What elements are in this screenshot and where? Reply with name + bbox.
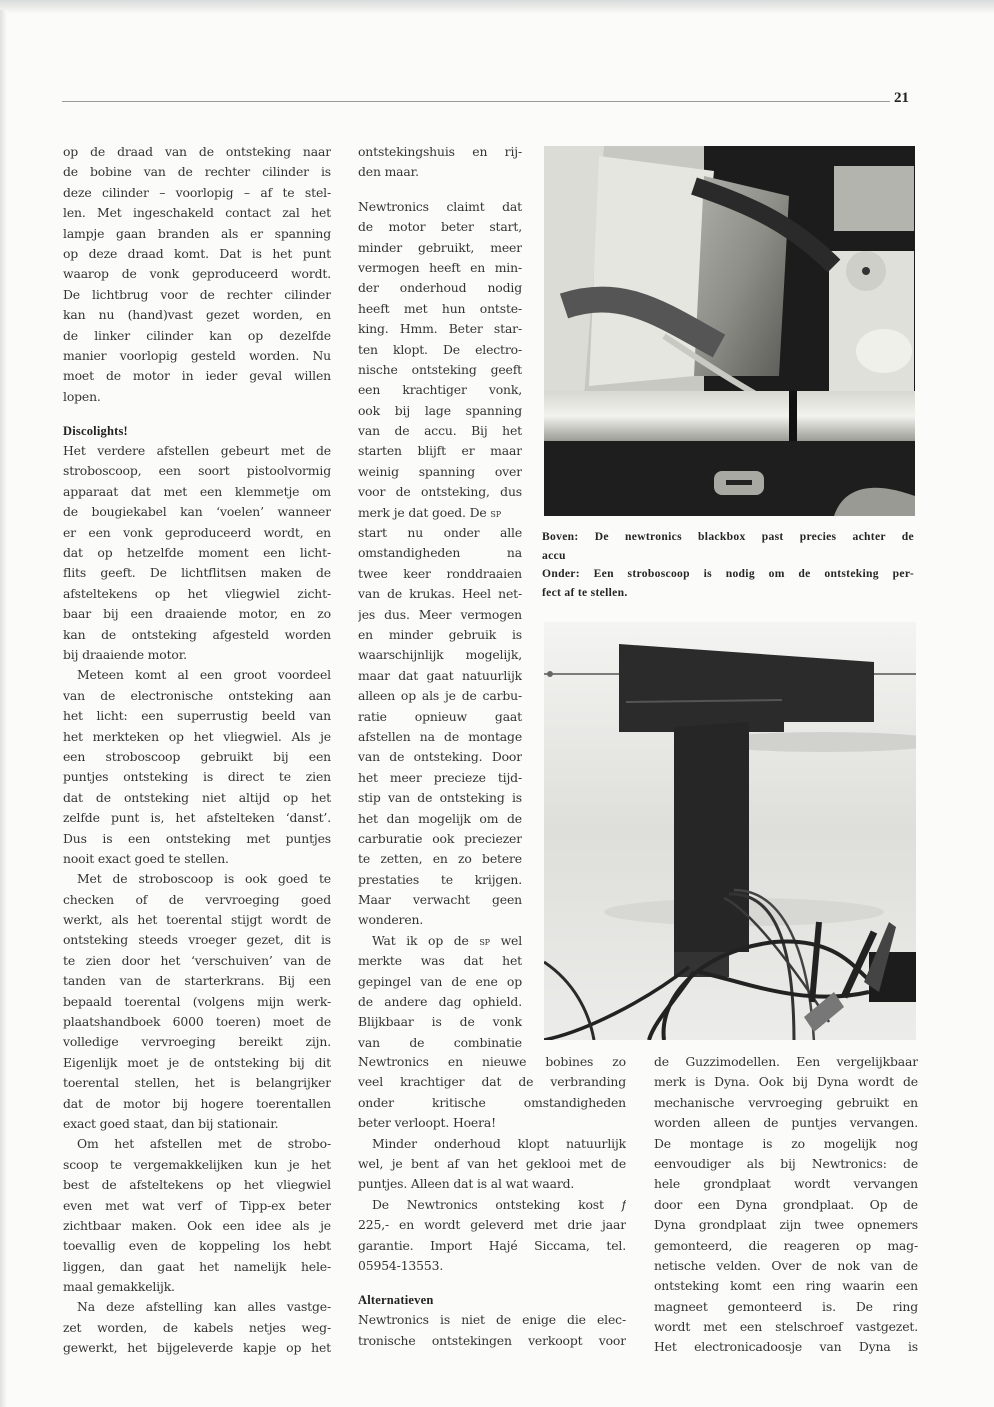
text-line: zichtbaar maken. Ook een idee als je: [63, 1217, 331, 1233]
line-sp-a: merk je dat goed. De sp: [358, 504, 501, 520]
text-line: en minder gebruik is: [358, 626, 522, 642]
text-line: het licht: een superrustig beeld van: [63, 708, 331, 724]
photo-caption: [542, 528, 914, 602]
text-line: waarop de vonk geproduceerd wordt.: [63, 266, 331, 282]
left-paragraph-1: [63, 142, 331, 407]
text-line: vermogen heeft en min-: [358, 259, 522, 275]
text-line: maal gemakkelijk.: [63, 1279, 175, 1295]
text-line: Maar verwacht geen: [358, 892, 522, 908]
middle-paragraph-4: [358, 1134, 626, 1195]
header-rule: [62, 101, 890, 102]
text-line: nooit exact goed te stellen.: [63, 850, 229, 866]
text-line: te zetten, en zo betere: [358, 851, 522, 867]
text-line: Na deze afstelling kan alles vastge-: [77, 1299, 331, 1315]
text-line: apparaat dat met een klemmetje om: [63, 483, 331, 499]
text-line: Minder onderhoud klopt natuurlijk: [372, 1135, 626, 1151]
text-line: Dus is een ontsteking met puntjes: [63, 830, 331, 846]
text-line: best de afsteltekens op het vliegwiel: [63, 1177, 331, 1193]
text-line: dat de ontsteking niet altijd op het: [63, 789, 331, 805]
text-line: checken of de vervroeging goed: [63, 891, 331, 907]
text-line: heeft met hun ontste-: [358, 300, 522, 316]
text-line: scoop te vergemakkelijken kun je het: [63, 1156, 331, 1172]
text-line: door een Dyna grondplaat. Op de: [654, 1196, 918, 1212]
text-line: start nu onder alle: [358, 525, 522, 541]
text-line: Blijkbaar is de vonk: [358, 1014, 522, 1030]
text-line: baar bij een draaiende motor, en zo: [63, 606, 331, 622]
text-line: een krachtiger vonk,: [358, 382, 522, 398]
text-line: wel, je bent af van het geklooi met de: [358, 1155, 626, 1171]
middle-paragraph-3-continued: [358, 1052, 626, 1134]
text-line: tanden van de starterkrans. Bij een: [63, 973, 331, 989]
text-line: Om het afstellen met de strobo-: [77, 1136, 331, 1152]
text-line: De lichtbrug voor de rechter cilinder: [63, 286, 331, 302]
text-line: gemonteerd, die reageren op mag-: [654, 1237, 918, 1253]
text-line: Dyna grondplaat zijn twee opnemers: [654, 1217, 918, 1233]
text-line: de Guzzimodellen. Een vergelijkbaar: [654, 1054, 918, 1069]
text-line: Eigenlijk moet je de ontsteking bij dit: [63, 1054, 331, 1070]
text-line: tronische ontstekingen verkoopt voor: [358, 1332, 626, 1348]
scan-edge-top: [0, 0, 994, 14]
text-line: wordt met een stelschroef vastgezet.: [654, 1319, 918, 1335]
text-line: netische velden. Over de nok van de: [654, 1257, 918, 1273]
text-line: De montage is zo mogelijk nog: [654, 1135, 918, 1151]
text-line: werkt, als het toerental stijgt wordt de: [63, 912, 331, 928]
text-line: de motor beter start,: [358, 219, 522, 235]
text-line: kan de ontsteking afgesteld worden: [63, 626, 331, 642]
text-line: van de accu. Bij het: [358, 423, 522, 439]
left-paragraph-5: [63, 1134, 331, 1297]
text-line: stroboscoop, een soort pistoolvormig: [63, 463, 331, 479]
text-line: de bobine van de rechter cilinder is: [63, 164, 331, 180]
text-line: nische ontsteking geeft: [358, 361, 522, 377]
text-line: eenvoudiger als bij Newtronics: de: [654, 1155, 918, 1171]
text-line: voor de ontsteking, dus: [358, 484, 522, 500]
left-column: [63, 142, 331, 1359]
text-line: stip van de ontsteking is: [358, 790, 522, 806]
text-line: waarschijnlijk mogelijk,: [358, 647, 522, 663]
caption-line: Onder: Een stroboscoop is nodig om de ontsteking per-: [542, 567, 914, 580]
text-line: Newtronics is niet de enige die elec-: [358, 1312, 626, 1328]
middle-paragraph-1: [358, 142, 522, 183]
text-line: exact goed staat, dan bij stationair.: [63, 1115, 279, 1131]
text-line: de andere dag ophield.: [358, 994, 522, 1010]
text-line: bepaald toerental (volgens mijn werk-: [63, 993, 331, 1009]
text-line: Met de stroboscoop is ook goed te: [77, 871, 331, 887]
text-line: dat op hetzelfde moment een licht-: [63, 545, 331, 561]
text-line: lampje gaan branden als er spanning: [63, 225, 331, 241]
text-line: gewerkt, het bijgeleverde kapje op het: [63, 1340, 331, 1356]
text-line: zelfde punt is, het afstelteken ‘danst’.: [63, 810, 331, 826]
page-number: 21: [894, 90, 909, 106]
text-line: van de combinatie: [358, 1034, 522, 1050]
text-line: zet worden, de kabels netjes weg-: [63, 1319, 331, 1335]
caption-line: Boven: De newtronics blackbox past precies achter de: [542, 530, 914, 543]
text-line: op deze draad komt. Dat is het punt: [63, 245, 331, 261]
text-line: deze cilinder – voorlopig – af te stel-: [63, 184, 331, 200]
text-line: het meer precieze tijd-: [358, 769, 522, 785]
text-line: worden alleen de puntjes vervangen.: [654, 1115, 918, 1131]
text-line: wonderen.: [358, 912, 424, 928]
text-line: weinig spanning over: [358, 463, 522, 479]
text-line: even met wat verf of Tipp-ex beter: [63, 1197, 331, 1213]
text-line: carburatie ook preciezer: [358, 830, 522, 846]
text-line: puntjes ontsteking is direct te zien: [63, 769, 331, 785]
currency-symbol: f: [621, 1196, 626, 1212]
text-line: het dan mogelijk om de: [358, 810, 522, 826]
photo-stroboscope-image: [544, 622, 916, 1040]
text-line: veel krachtiger dat de verbranding: [358, 1074, 626, 1090]
text-line: Het verdere afstellen gebeurt met de: [63, 443, 331, 459]
text-line: van de krukas. Heel net-: [358, 586, 522, 602]
text-line: prestaties te krijgen.: [358, 871, 522, 887]
text-line: ontstekingshuis en rij-: [358, 144, 522, 159]
text-line: De Newtronics ontsteking kost f: [372, 1196, 626, 1212]
text-line: maar dat gaat natuurlijk: [358, 667, 522, 683]
text-line: ratie opnieuw gaat: [358, 708, 522, 724]
text-line: Newtronics claimt dat: [358, 198, 522, 214]
middle-column-lower: [358, 1052, 626, 1351]
text-line: ten klopt. De electro-: [358, 341, 522, 357]
text-line: starten blijft er maar: [358, 443, 522, 459]
subhead-alternatieven: Alternatieven: [358, 1293, 434, 1308]
text-line: kan nu (hand)vast gezet worden, en: [63, 307, 331, 323]
text-line: jes dus. Meer vermogen: [358, 606, 522, 622]
text-line: manier voorlopig gesteld worden. Nu: [63, 347, 331, 363]
left-paragraph-6: [63, 1297, 331, 1358]
text-line: der onderhoud nodig: [358, 280, 522, 296]
line-sp-b: Wat ik op de sp wel: [372, 932, 522, 948]
middle-column: [358, 142, 522, 1053]
text-line: dat de motor bij hogere toerentallen: [63, 1095, 331, 1111]
text-line: afstellen na de montage: [358, 728, 522, 744]
right-column: [654, 1052, 918, 1358]
text-line: Het electronicadoosje van Dyna is: [654, 1339, 918, 1355]
text-line: volledige vervroeging bereikt zijn.: [63, 1034, 331, 1050]
text-line: de bougiekabel kan ‘voelen’ wanneer: [63, 504, 331, 520]
text-line: onder kritische omstandigheden: [358, 1094, 626, 1110]
text-line: flits geeft. De lichtflitsen maken de: [63, 565, 331, 581]
text-line: bij draaiende motor.: [63, 646, 187, 662]
text-line: alleen op als je de carbu-: [358, 688, 522, 704]
text-line: op de draad van de ontsteking naar: [63, 144, 331, 159]
text-line: de linker cilinder kan op dezelfde: [63, 327, 331, 343]
left-paragraph-3: [63, 665, 331, 869]
middle-paragraph-3: [358, 951, 522, 1053]
text-line: te zien door het ‘verschuiven’ van de: [63, 952, 331, 968]
text-line: moet de motor in ieder geval willen: [63, 368, 331, 384]
text-line: liggen, dan gaat het namelijk hele-: [63, 1258, 331, 1274]
right-paragraph-1: [654, 1052, 918, 1358]
text-line: twee keer ronddraaien: [358, 565, 522, 581]
photo-blackbox-image: [544, 146, 915, 516]
text-line: Newtronics en nieuwe bobines zo: [358, 1054, 626, 1069]
text-line: merkte was dat het: [358, 953, 522, 969]
middle-paragraph-2: [358, 197, 522, 503]
middle-paragraph-6: [358, 1310, 626, 1351]
sp-abbreviation: sp: [490, 506, 501, 520]
scan-edge-left: [0, 10, 7, 1407]
text-line: minder gebruikt, meer: [358, 239, 522, 255]
text-line: er een vonk geproduceerd wordt, en: [63, 524, 331, 540]
middle-paragraph-5: [358, 1195, 626, 1277]
caption-line: fect af te stellen.: [542, 585, 628, 599]
text-line: king. Hmm. Beter star-: [358, 321, 522, 337]
text-line: len. Met ingeschakeld contact zal het: [63, 205, 331, 221]
text-line: ontsteking komt een ring waarin een: [654, 1278, 918, 1294]
text-line: 225,- en wordt geleverd met drie jaar: [358, 1217, 626, 1233]
text-line: Meteen komt al een groot voordeel: [77, 667, 331, 683]
text-line: toevallig even de koppeling los hebt: [63, 1238, 331, 1254]
text-line: merk is Dyna. Ook bij Dyna wordt de: [654, 1074, 918, 1090]
middle-paragraph-2b: [358, 523, 522, 931]
subhead-discolights: Discolights!: [63, 424, 128, 439]
text-line: hele grondplaat wordt vervangen: [654, 1176, 918, 1192]
text-line: beter verloopt. Hoera!: [358, 1115, 496, 1131]
text-line: mechanische vervroeging gebruikt en: [654, 1094, 918, 1110]
text-line: toerental stellen, het is belangrijker: [63, 1075, 331, 1091]
left-paragraph-4: [63, 869, 331, 1134]
text-line: puntjes. Alleen dat is al wat waard.: [358, 1176, 575, 1192]
text-line: ook bij lage spanning: [358, 402, 522, 418]
text-line: omstandigheden na: [358, 545, 522, 561]
text-line: 05954-13553.: [358, 1257, 444, 1273]
caption-line: accu: [542, 548, 566, 562]
text-line: garantie. Import Hajé Siccama, tel.: [358, 1237, 626, 1253]
text-line: gepingel van de ene op: [358, 973, 522, 989]
photo-blackbox: [544, 146, 915, 516]
photo-stroboscope: [544, 622, 916, 1040]
left-paragraph-2: [63, 441, 331, 665]
text-line: den maar.: [358, 164, 419, 180]
text-line: magneet gemonteerd is. De ring: [654, 1298, 918, 1314]
text-line: van de electronische ontsteking aan: [63, 687, 331, 703]
text-line: van de ontsteking. Door: [358, 749, 522, 765]
text-line: plaatshandboek 6000 toeren) moet de: [63, 1014, 331, 1030]
text-line: een stroboscoop gebruikt bij een: [63, 748, 331, 764]
text-line: ontsteking steeds vroeger gezet, dit is: [63, 932, 331, 948]
text-line: lopen.: [63, 388, 101, 404]
text-line: afsteltekens op het vliegwiel zicht-: [63, 585, 331, 601]
text-line: het merkteken op het vliegwiel. Als je: [63, 728, 331, 744]
